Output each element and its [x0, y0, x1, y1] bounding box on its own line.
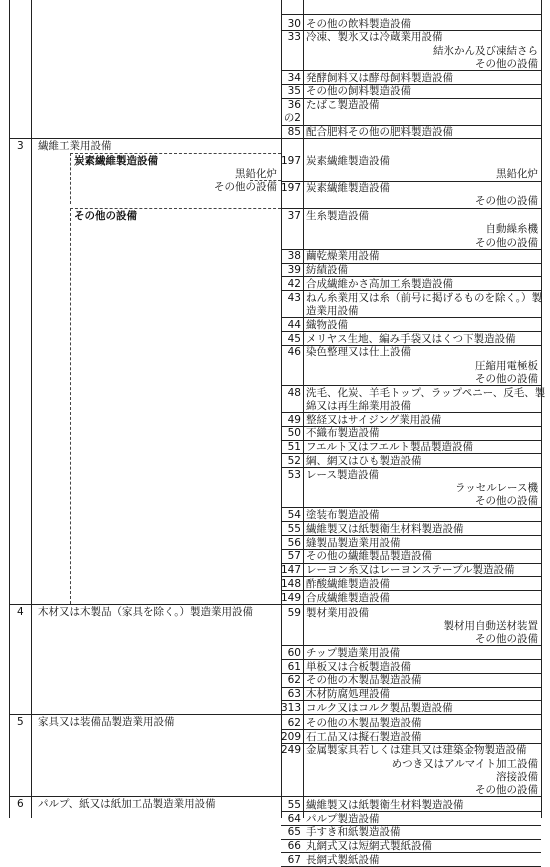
- row-number: 35: [287, 85, 301, 98]
- row-number: 37: [287, 210, 301, 223]
- row-name: 整経又はサイジング業用設備: [306, 413, 442, 426]
- row-name: コルク又はコルク製品製造設備: [306, 701, 453, 714]
- row-subitem: その他の設備: [475, 236, 538, 249]
- row-name: 丸網式又は短網式製紙設備: [306, 840, 432, 853]
- row-subitem: その他の設備: [475, 495, 538, 508]
- carbon-left-1: 黒鉛化炉: [235, 167, 277, 180]
- row-number: 85: [287, 126, 301, 139]
- row-number: 64: [287, 812, 301, 825]
- section-title: 木材又は木製品（家具を除く。）製造業用設備: [38, 606, 254, 618]
- row-name: 塗装布製造設備: [306, 508, 380, 521]
- row-name: 配合肥料その他の肥料製造設備: [306, 126, 453, 139]
- row-name: 繊維製又は紙製衛生材料製造設備: [306, 798, 464, 811]
- row-name: フエルト又はフエルト製品製造設備: [306, 441, 473, 454]
- outer-right-rule: [541, 0, 542, 818]
- row-subitem: 黒鉛化炉: [496, 168, 538, 181]
- row-name: 洗毛、化炭、羊毛トップ、ラップペニー、反毛、製: [306, 386, 546, 399]
- row-name: 不織布製造設備: [306, 427, 380, 440]
- row-name: 石工品又は擬石製造設備: [306, 730, 422, 743]
- row-number-suffix: の2: [283, 112, 301, 125]
- row-subitem: 自動繰糸機: [485, 223, 538, 236]
- row-number: 209: [281, 730, 302, 743]
- row-number: 36: [287, 99, 301, 112]
- carbon-left-dashed: [70, 153, 71, 204]
- row-name-continued: 綿又は再生綿業用設備: [306, 399, 411, 412]
- row-name: 紡績設備: [306, 264, 348, 277]
- row-number: 61: [287, 660, 301, 673]
- row-name: 炭素繊維製造設備: [306, 155, 390, 168]
- row-name: 木材防腐処理設備: [306, 688, 390, 701]
- section-divider-rule: [31, 0, 32, 818]
- row-name: レース製造設備: [306, 468, 379, 481]
- row-name: 手すき和紙製造設備: [306, 826, 401, 839]
- row-number: 313: [281, 701, 302, 714]
- row-number: 53: [287, 468, 301, 481]
- row-number: 52: [287, 454, 301, 467]
- row-subitem: 結氷かん及び凍結さら: [433, 44, 538, 57]
- row-number: 38: [287, 250, 301, 263]
- row-name: 単板又は合板製造設備: [306, 660, 411, 673]
- row-number: 197: [281, 182, 302, 195]
- row-number: 44: [287, 318, 301, 331]
- row-number: 66: [287, 840, 301, 853]
- row-number: 42: [287, 277, 301, 290]
- carbon-left-2: その他の設備: [214, 181, 277, 193]
- row-number: 197: [281, 155, 302, 168]
- carbon-mid-dashed: [250, 180, 281, 181]
- row-name-continued: 造業用設備: [306, 304, 359, 317]
- row-number: 62: [287, 716, 301, 729]
- row-name: 綱、網又はひも製造設備: [306, 454, 422, 467]
- section-title: パルプ、紙又は紙加工品製造業用設備: [38, 798, 216, 811]
- row-rule: [281, 14, 541, 15]
- row-number: 43: [287, 291, 301, 304]
- row-subitem: その他の設備: [475, 632, 538, 645]
- other-equipment-title: その他の設備: [74, 209, 137, 222]
- row-name: その他の木製品製造設備: [306, 716, 422, 729]
- row-number: 34: [287, 71, 301, 84]
- row-number: 60: [287, 646, 301, 659]
- row-name: その他の繊維製品製造設備: [306, 550, 432, 563]
- row-name: 繊維製又は紙製衛生材料製造設備: [306, 522, 464, 535]
- row-number: 62: [287, 674, 301, 687]
- row-name: 金属製家具若しくは建具又は建築金物製造設備: [306, 744, 527, 757]
- row-subitem: めつき又はアルマイト加工設備: [391, 757, 538, 770]
- row-name: 繭乾燥業用設備: [306, 250, 380, 263]
- row-subitem: ラッセルレース機: [454, 481, 538, 494]
- row-subitem: 圧縮用電極板: [475, 359, 538, 372]
- row-number: 54: [287, 508, 301, 521]
- row-name: 生糸製造設備: [306, 210, 369, 223]
- row-number: 49: [287, 413, 301, 426]
- section-title: 家具又は装備品製造業用設備: [38, 716, 175, 729]
- row-subitem: 溶接設備: [496, 770, 538, 783]
- row-subitem: その他の設備: [475, 57, 538, 70]
- row-name: 発酵飼料又は酵母飼料製造設備: [306, 71, 453, 84]
- row-name: 長網式製紙設備: [306, 853, 380, 866]
- row-name: その他の飲料製造設備: [306, 17, 411, 30]
- row-number: 67: [287, 853, 301, 866]
- row-name: 染色整理又は仕上設備: [306, 346, 411, 359]
- row-number: 147: [281, 564, 302, 577]
- row-name: 合成繊維かさ高加工糸製造設備: [306, 277, 453, 290]
- row-name: メリヤス生地、編み手袋又はくつ下製造設備: [306, 332, 516, 345]
- row-number: 59: [287, 606, 301, 619]
- row-number: 46: [287, 346, 301, 359]
- row-name: その他の飼料製造設備: [306, 85, 411, 98]
- row-number: 55: [287, 522, 301, 535]
- section-number: 3: [17, 140, 24, 153]
- outer-left-rule: [9, 0, 10, 818]
- row-number: 39: [287, 264, 301, 277]
- row-subitem: 製材用自動送材装置: [443, 619, 538, 632]
- row-name: 製材業用設備: [306, 606, 369, 619]
- other-top-dashed: [70, 208, 281, 209]
- row-name: 合成繊維製造設備: [306, 591, 390, 604]
- row-name: 炭素繊維製造設備: [306, 182, 390, 195]
- row-number: 55: [287, 798, 301, 811]
- row-name: チップ製造業用設備: [306, 646, 401, 659]
- row-name: 冷凍、製氷又は冷蔵業用設備: [306, 31, 443, 44]
- row-name: レーヨン糸又はレーヨンステープル製造設備: [306, 564, 515, 577]
- row-number: 65: [287, 826, 301, 839]
- row-name: たばこ製造設備: [306, 99, 380, 112]
- row-number: 63: [287, 688, 301, 701]
- section-number: 5: [17, 716, 24, 729]
- row-rule: [281, 138, 541, 139]
- row-name: ねん糸業用又は糸（前号に掲げるものを除く。）製: [306, 291, 543, 304]
- row-number: 30: [287, 17, 301, 30]
- section-title: 繊維工業用設備: [38, 140, 112, 153]
- row-number: 249: [281, 744, 302, 757]
- section-number: 6: [17, 798, 24, 811]
- row-number: 56: [287, 536, 301, 549]
- row-name: 酢酸繊維製造設備: [306, 577, 390, 590]
- name-column-rule: [303, 0, 304, 818]
- row-name: パルプ製造設備: [306, 812, 380, 825]
- row-number: 45: [287, 332, 301, 345]
- row-subitem: その他の設備: [475, 195, 538, 208]
- row-number: 33: [287, 31, 301, 44]
- row-number: 148: [281, 577, 302, 590]
- row-number: 50: [287, 427, 301, 440]
- row-subitem: その他の設備: [475, 372, 538, 385]
- row-number: 51: [287, 441, 301, 454]
- row-number: 48: [287, 386, 301, 399]
- row-number: 57: [287, 550, 301, 563]
- row-name: 織物設備: [306, 318, 348, 331]
- row-subitem: その他の設備: [475, 783, 538, 796]
- row-name: 縫製品製造業用設備: [306, 536, 401, 549]
- carbon-title: 炭素繊維製造設備: [74, 154, 158, 167]
- row-number: 149: [281, 591, 302, 604]
- row-name: その他の木製品製造設備: [306, 674, 422, 687]
- other-left-dashed: [70, 208, 71, 604]
- section-number: 4: [17, 606, 24, 618]
